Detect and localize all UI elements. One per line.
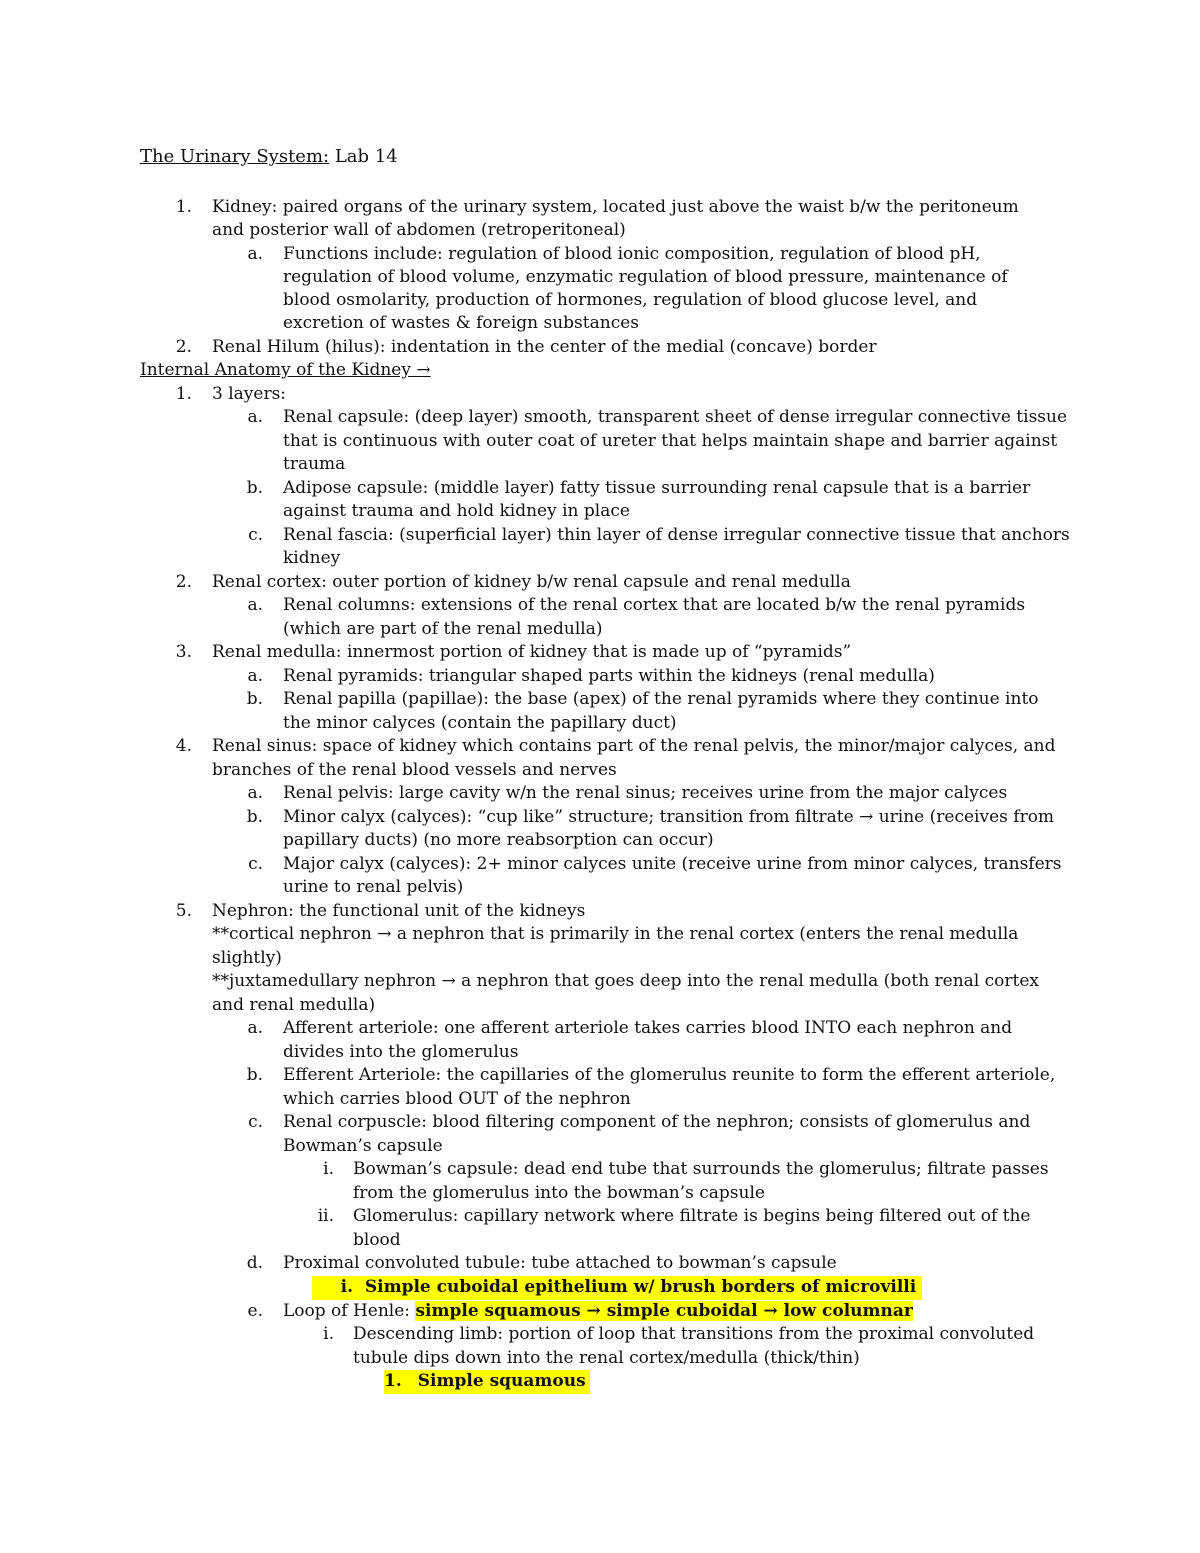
list-item-text: and renal medulla) — [212, 995, 376, 1015]
list-marker: b. — [246, 1065, 263, 1085]
page-title — [140, 145, 398, 169]
list-item-text: Efferent Arteriole: the capillaries of the glomerulus reunite to form the efferent arteriole, — [283, 1065, 1056, 1085]
list-marker: 2. — [175, 337, 192, 357]
list-item-text: Functions include: regulation of blood ionic composition, regulation of blood pH, — [283, 244, 981, 264]
list-marker: 4. — [175, 736, 192, 756]
list-marker: i. — [323, 1159, 334, 1179]
highlighted-item — [384, 1370, 590, 1394]
list-item-text: Renal columns: extensions of the renal cortex that are located b/w the renal pyramids — [283, 595, 1026, 615]
list-item-text: Renal corpuscle: blood filtering component of the nephron; consists of glomerulus and — [283, 1112, 1031, 1132]
list-item-text: Bowman’s capsule — [283, 1136, 443, 1156]
list-marker: a. — [247, 244, 263, 264]
list-item-text: the minor calyces (contain the papillary duct) — [283, 713, 677, 733]
list-item-text: Kidney: paired organs of the urinary system, located just above the waist b/w the peritoneum — [212, 197, 1019, 217]
list-item-text: against trauma and hold kidney in place — [283, 501, 630, 521]
list-item-text: tubule dips down into the renal cortex/medulla (thick/thin) — [353, 1348, 860, 1368]
list-item-text: slightly) — [212, 948, 282, 968]
list-item-text: Proximal convoluted tubule: tube attached to bowman’s capsule — [283, 1253, 837, 1273]
list-item-text: (which are part of the renal medulla) — [283, 619, 603, 639]
list-item-text: regulation of blood volume, enzymatic regulation of blood pressure, maintenance of — [283, 267, 1008, 287]
list-item-text: Adipose capsule: (middle layer) fatty tissue surrounding renal capsule that is a barrier — [283, 478, 1031, 498]
title-underlined: The Urinary System: — [140, 146, 330, 167]
list-item-text: Nephron: the functional unit of the kidneys — [212, 901, 586, 921]
list-marker: b. — [246, 689, 263, 709]
section-heading: Internal Anatomy of the Kidney → — [140, 360, 431, 380]
list-item-text: kidney — [283, 548, 341, 568]
list-item-text: that is continuous with outer coat of ureter that helps maintain shape and barrier against — [283, 431, 1058, 451]
list-item-text: Renal sinus: space of kidney which contains part of the renal pelvis, the minor/major calyces, and — [212, 736, 1056, 756]
list-item-text: **juxtamedullary nephron → a nephron that goes deep into the renal medulla (both renal cortex — [212, 971, 1040, 991]
list-marker: c. — [248, 854, 263, 874]
list-item-text: Renal medulla: innermost portion of kidney that is made up of “pyramids” — [212, 642, 852, 662]
list-marker: 1. — [175, 197, 192, 217]
list-item-text: and posterior wall of abdomen (retroperitoneal) — [212, 220, 626, 240]
list-item-text: Renal Hilum (hilus): indentation in the center of the medial (concave) border — [212, 337, 877, 357]
list-marker: c. — [248, 1112, 263, 1132]
list-marker: a. — [247, 783, 263, 803]
list-marker: 3. — [175, 642, 192, 662]
list-marker: c. — [248, 525, 263, 545]
highlighted-item — [312, 1276, 922, 1300]
highlighted-text: simple squamous → simple cuboidal → low columnar — [415, 1301, 913, 1321]
list-marker: i. — [323, 1324, 334, 1344]
list-item-text: Bowman’s capsule: dead end tube that surrounds the glomerulus; filtrate passes — [353, 1159, 1049, 1179]
list-item-text: branches of the renal blood vessels and nerves — [212, 760, 617, 780]
list-item-text: urine to renal pelvis) — [283, 877, 464, 897]
list-item-text-wrapper — [283, 1300, 913, 1324]
list-item-text: Renal pyramids: triangular shaped parts within the kidneys (renal medulla) — [283, 666, 935, 686]
list-item-text: Renal cortex: outer portion of kidney b/w renal capsule and renal medulla — [212, 572, 851, 592]
list-item-text: Minor calyx (calyces): “cup like” structure; transition from filtrate → urine (receives from — [283, 807, 1055, 827]
title-rest: Lab 14 — [329, 146, 398, 167]
list-item-text: Renal pelvis: large cavity w/n the renal sinus; receives urine from the major calyces — [283, 783, 1008, 803]
list-item-text: divides into the glomerulus — [283, 1042, 519, 1062]
list-item-text: Loop of Henle: — [283, 1301, 416, 1321]
list-marker: ii. — [317, 1206, 334, 1226]
list-marker: 1. — [175, 384, 192, 404]
list-marker: b. — [246, 478, 263, 498]
list-item-text: Renal capsule: (deep layer) smooth, transparent sheet of dense irregular connective tissue — [283, 407, 1068, 427]
list-marker: a. — [247, 407, 263, 427]
list-item-text: Renal papilla (papillae): the base (apex) of the renal pyramids where they continue into — [283, 689, 1039, 709]
list-item-text: excretion of wastes & foreign substances — [283, 313, 639, 333]
list-item-text: Glomerulus: capillary network where filtrate is begins being filtered out of the — [353, 1206, 1031, 1226]
list-marker: 2. — [175, 572, 192, 592]
list-item-text: Major calyx (calyces): 2+ minor calyces unite (receive urine from minor calyces, transfers — [283, 854, 1062, 874]
list-item-text: Descending limb: portion of loop that transitions from the proximal convoluted — [353, 1324, 1035, 1344]
list-item-text: papillary ducts) (no more reabsorption can occur) — [283, 830, 714, 850]
list-item-text: Renal fascia: (superficial layer) thin layer of dense irregular connective tissue that anchors — [283, 525, 1070, 545]
list-marker: a. — [247, 595, 263, 615]
list-marker: a. — [247, 1018, 263, 1038]
list-item-text: Simple squamous — [417, 1371, 586, 1391]
list-item-text: blood osmolarity, production of hormones, regulation of blood glucose level, and — [283, 290, 978, 310]
list-item-text: Simple cuboidal epithelium w/ brush borders of microvilli — [364, 1277, 917, 1297]
list-marker: e. — [247, 1301, 263, 1321]
list-item-text: Afferent arteriole: one afferent arteriole takes carries blood INTO each nephron and — [283, 1018, 1013, 1038]
list-marker: i. — [340, 1277, 353, 1297]
list-item-text: 3 layers: — [212, 384, 287, 404]
list-marker: d. — [246, 1253, 263, 1273]
list-marker: a. — [247, 666, 263, 686]
list-item-text: which carries blood OUT of the nephron — [283, 1089, 631, 1109]
list-marker: 1. — [384, 1371, 402, 1391]
list-item-text: **cortical nephron → a nephron that is primarily in the renal cortex (enters the renal medulla — [212, 924, 1019, 944]
list-marker: b. — [246, 807, 263, 827]
list-item-text: from the glomerulus into the bowman’s capsule — [353, 1183, 765, 1203]
list-marker: 5. — [175, 901, 192, 921]
list-item-text: trauma — [283, 454, 346, 474]
list-item-text: blood — [353, 1230, 401, 1250]
